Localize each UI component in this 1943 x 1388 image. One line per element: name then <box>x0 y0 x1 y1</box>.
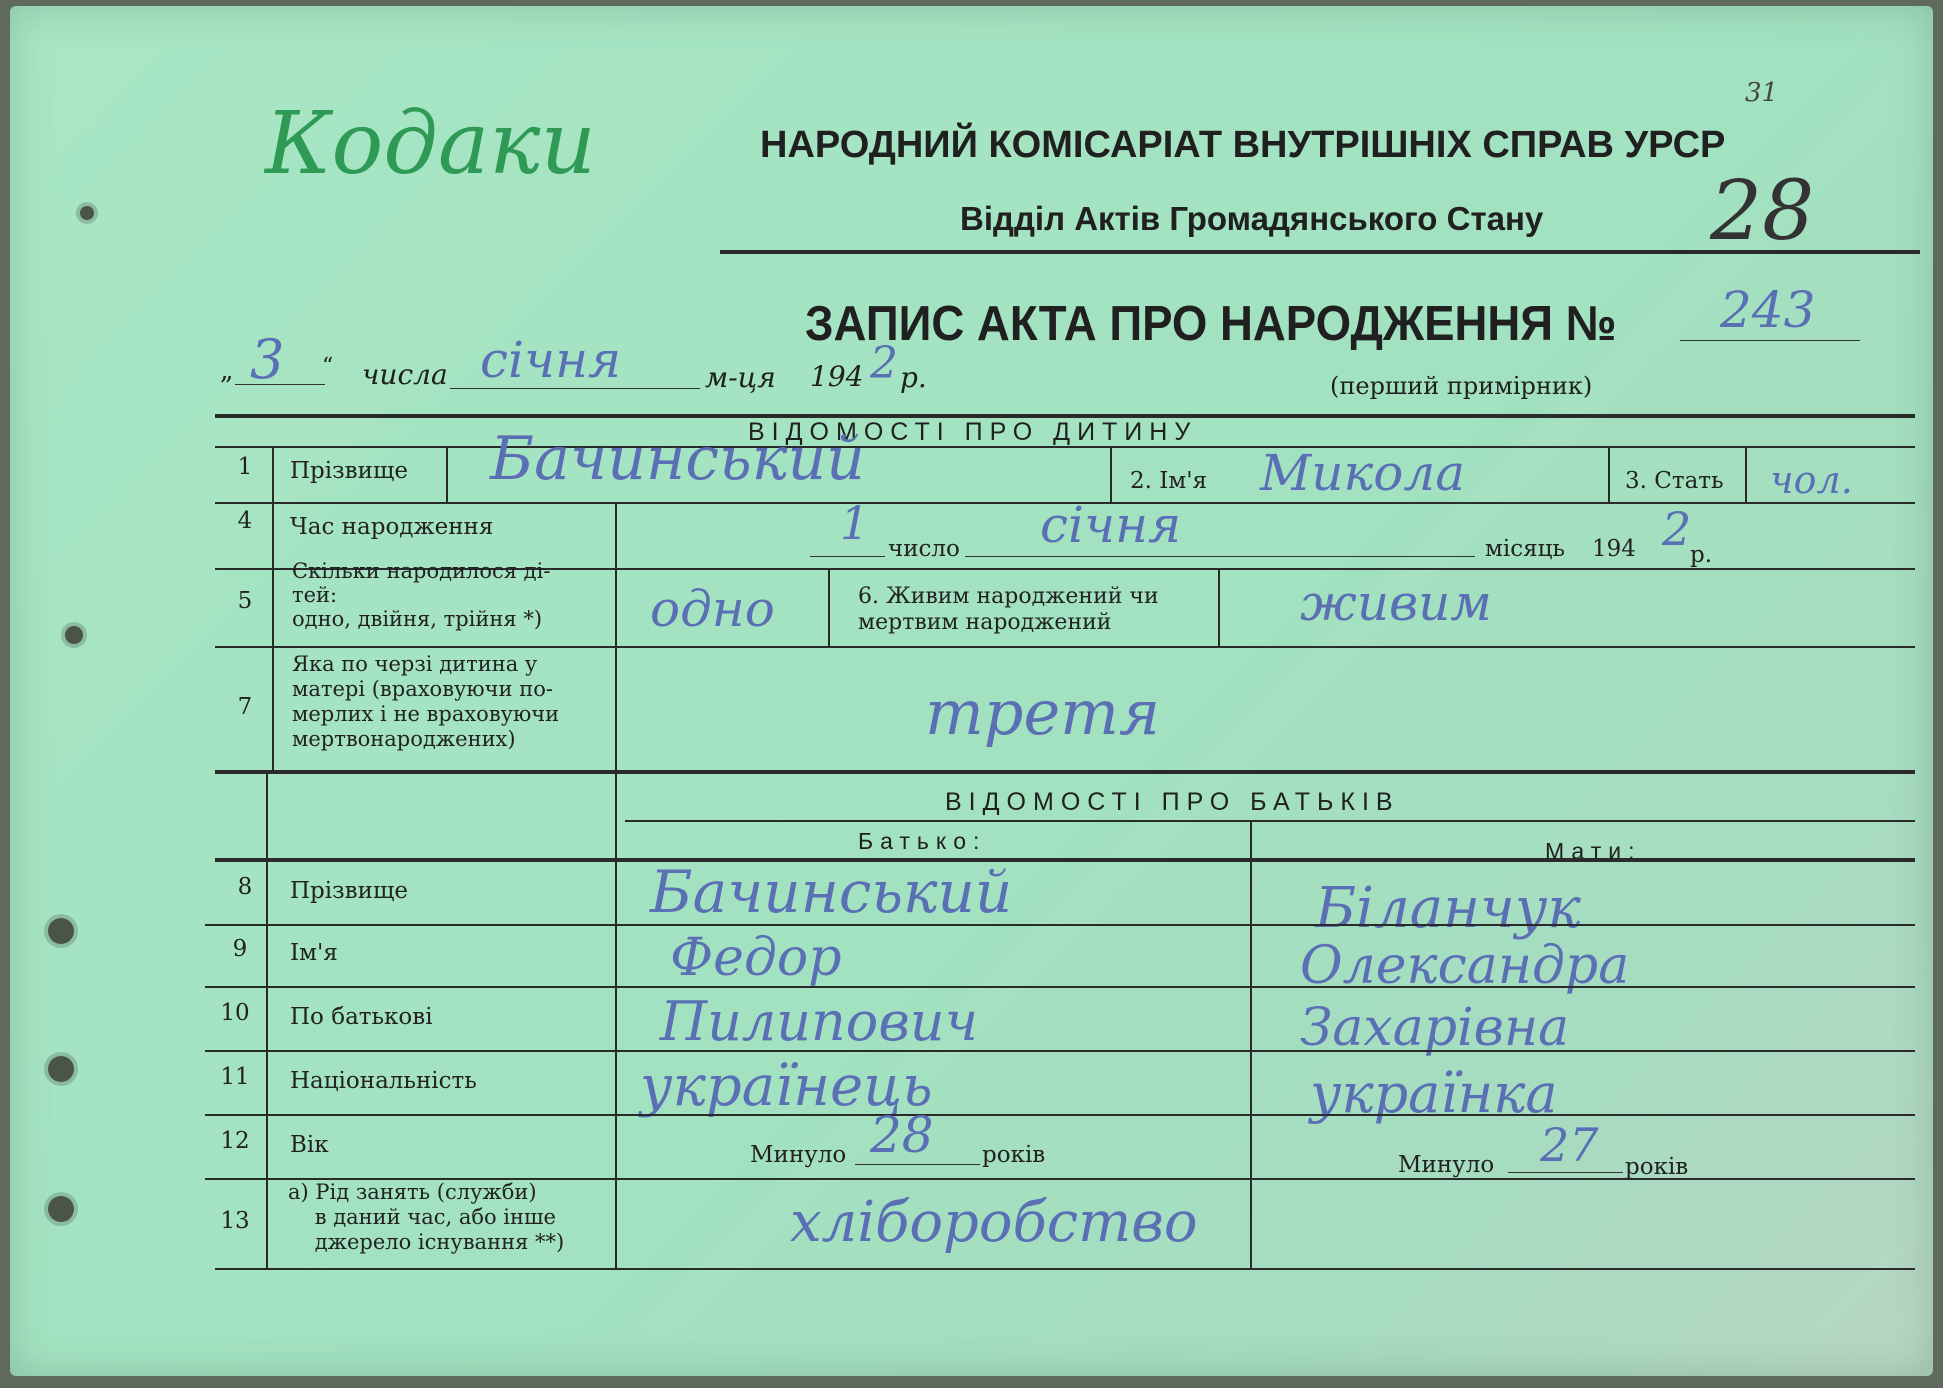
mother-nationality-handwritten: українка <box>1310 1062 1558 1125</box>
col-divider <box>1218 568 1220 646</box>
parent-name-label: Ім'я <box>290 940 338 966</box>
birth-year-handwritten: 2 <box>1662 502 1692 556</box>
birth-month-line <box>965 556 1475 557</box>
rule <box>215 646 1915 648</box>
child-surname-handwritten: Бачинський <box>490 424 865 494</box>
row-number: 5 <box>237 588 253 614</box>
birth-time-label: Час народження <box>290 514 494 540</box>
punch-hole <box>48 1056 74 1082</box>
punch-hole <box>48 1196 74 1222</box>
mother-age-handwritten: 27 <box>1540 1118 1599 1172</box>
father-age-line <box>855 1164 980 1165</box>
child-sex-handwritten: чол. <box>1770 458 1853 502</box>
row-number: 10 <box>220 1000 250 1026</box>
mother-passed-label: Минуло <box>1398 1152 1495 1178</box>
month-label: місяць <box>1485 536 1565 562</box>
row-number: 9 <box>232 936 248 962</box>
row-number: 12 <box>220 1128 250 1154</box>
col-divider <box>828 568 830 646</box>
surname-label: Прізвище <box>290 458 408 484</box>
punch-hole <box>80 206 94 220</box>
mother-years-label: років <box>1625 1154 1689 1180</box>
row-number: 11 <box>220 1064 250 1090</box>
rule <box>215 1268 1915 1270</box>
patronymic-label: По батькові <box>290 1004 433 1030</box>
mother-surname-handwritten: Біланчук <box>1315 876 1581 941</box>
record-title: ЗАПИС АКТА ПРО НАРОДЖЕННЯ № <box>805 297 1617 351</box>
rule <box>215 770 1915 774</box>
age-label: Вік <box>290 1132 329 1158</box>
mother-header: Мати: <box>1545 838 1642 864</box>
birth-year-suffix: р. <box>1690 542 1713 568</box>
corner-number-handwritten: 31 <box>1745 78 1779 108</box>
close-quote: “ <box>322 354 334 379</box>
act-number-line <box>1680 340 1860 341</box>
row-number: 8 <box>237 874 253 900</box>
row-number: 13 <box>220 1208 250 1234</box>
col-divider <box>615 502 617 1270</box>
rule <box>205 986 1915 988</box>
alive-handwritten: живим <box>1300 574 1492 632</box>
punch-hole <box>48 918 74 944</box>
department-title: Відділ Актів Громадянського Стану <box>960 200 1544 237</box>
father-passed-label: Минуло <box>750 1142 847 1168</box>
row-number: 4 <box>237 508 253 534</box>
col-divider <box>446 446 448 502</box>
month-handwritten: січня <box>480 331 622 389</box>
mother-name-handwritten: Олександра <box>1300 936 1630 996</box>
father-header: Батько: <box>858 828 987 854</box>
father-nationality-handwritten: українець <box>640 1054 933 1119</box>
rule <box>625 820 1915 822</box>
col-divider <box>1608 446 1610 502</box>
row-number: 7 <box>237 694 253 720</box>
punch-hole <box>65 626 83 644</box>
day-handwritten: 3 <box>250 328 285 391</box>
section-child: ВІДОМОСТІ ПРО ДИТИНУ <box>748 418 1198 446</box>
mother-age-line <box>1508 1172 1623 1173</box>
col-divider <box>1250 820 1252 1270</box>
name-label: 2. Ім'я <box>1130 468 1208 494</box>
month-line <box>450 388 700 389</box>
children-count-handwritten: одно <box>650 580 775 638</box>
parent-surname-label: Прізвище <box>290 878 408 904</box>
day-line <box>235 384 325 385</box>
nationality-label: Національність <box>290 1068 477 1094</box>
children-count-label: Скільки народилося ді- тей: одно, двійня, трійня *) <box>292 559 551 631</box>
sex-label: 3. Стать <box>1625 468 1724 494</box>
child-order-label: Яка по черзі дитина у матері (враховуючи по- мерлих і не враховуючи мертвонароджених) <box>292 652 560 751</box>
father-age-handwritten: 28 <box>870 1106 934 1164</box>
rule <box>205 1050 1915 1052</box>
office-number-handwritten: 28 <box>1710 164 1815 259</box>
section-parents: ВІДОМОСТІ ПРО БАТЬКІВ <box>945 788 1400 816</box>
col-divider <box>266 770 268 1270</box>
year-handwritten: 2 <box>870 338 898 389</box>
place-handwritten: Кодаки <box>265 94 596 194</box>
header-rule <box>720 250 1920 254</box>
child-name-handwritten: Микола <box>1260 444 1466 502</box>
father-name-handwritten: Федор <box>670 928 842 988</box>
birth-month-handwritten: січня <box>1040 496 1182 554</box>
rule <box>205 924 1915 926</box>
rule <box>215 446 1915 448</box>
act-number-handwritten: 243 <box>1720 281 1816 339</box>
child-order-handwritten: третя <box>925 676 1161 749</box>
birth-year-prefix: 194 <box>1592 536 1636 562</box>
row-number: 1 <box>237 454 253 480</box>
rule <box>215 858 1915 862</box>
birth-day-line <box>810 556 885 557</box>
col-divider <box>272 446 274 772</box>
rule <box>205 1114 1915 1116</box>
occupation-label: а) Рід занять (служби) в даний час, або інше джерело існування **) <box>288 1180 565 1254</box>
ministry-title: НАРОДНИЙ КОМІСАРІАТ ВНУТРІШНІХ СПРАВ УРСР <box>760 124 1726 166</box>
col-divider <box>1110 446 1112 502</box>
mother-patronymic-handwritten: Захарівна <box>1300 998 1570 1058</box>
open-quote: „ <box>220 356 234 386</box>
occupation-handwritten: хліборобство <box>790 1190 1198 1255</box>
col-divider <box>1745 446 1747 502</box>
father-years-label: років <box>982 1142 1046 1168</box>
birth-day-handwritten: 1 <box>840 496 870 550</box>
father-surname-handwritten: Бачинський <box>650 858 1013 926</box>
year-prefix: 194 <box>810 360 864 393</box>
year-suffix: р. <box>900 361 927 394</box>
month-word: м-ця <box>705 361 776 394</box>
day-label: число <box>888 536 960 562</box>
alive-label: 6. Живим народжений чи мертвим народжений <box>858 584 1159 635</box>
copy-note: (перший примірник) <box>1330 372 1593 400</box>
father-patronymic-handwritten: Пилипович <box>660 990 979 1053</box>
day-word: числа <box>362 358 448 391</box>
birth-record-card <box>10 6 1933 1376</box>
